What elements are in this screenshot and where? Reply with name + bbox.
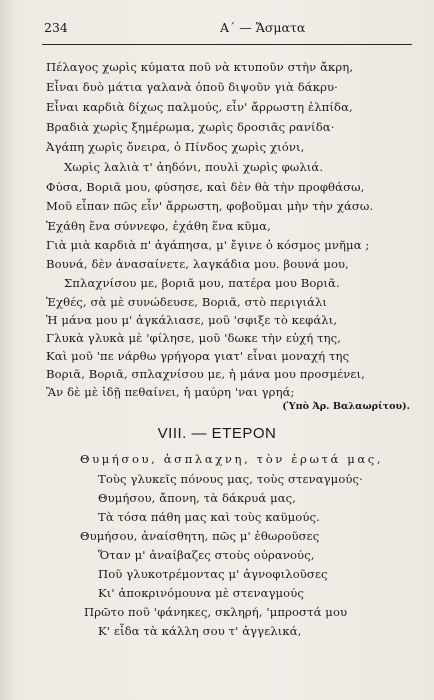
verse-line: Ὅταν μ' ἀναίβαζες στοὺς οὐρανούς, [98,548,315,562]
verse-line: Ἂν δὲ μὲ ἰδῇ πεθαίνει, ἡ μαύρη 'ναι γρηά; [46,385,295,399]
verse-line: Βουνά, δὲν ἀνασαίνετε, λαγκάδια μου. βουνά μου, [46,257,349,271]
verse-line: Καὶ μοῦ 'πε νάρθω γρήγορα γιατ' εἶναι μοναχή της [46,349,350,363]
verse-line: Χωρὶς λαλιὰ τ' ἀηδόνι, πουλὶ χωρὶς φωλιά. [64,160,324,174]
verse-line: Τὰ τόσα πάθη μας καὶ τοὺς καϋμούς. [98,510,320,524]
verse-line: Βοριᾶ, Βοριᾶ, σπλαχνίσου με, ἡ μάνα μου προσμένει, [46,367,365,381]
verse-line: Εἶναι καρδιὰ δίχως παλμούς, εἶν' ἄρρωστη ἐλπίδα, [46,100,353,114]
verse-line: Μοῦ εἶπαν πῶς εἶν' ἄρρωστη, φοβοῦμαι μὴν τὴν χάσω. [46,199,374,213]
running-title: Α΄ — Ἄσματα [220,20,306,35]
verse-line: Γλυκὰ γλυκὰ μὲ 'φίλησε, μοῦ 'δωκε τὴν εὐχή της, [46,331,342,345]
verse-line: Φύσα, Βοριᾶ μου, φύσησε, καὶ δὲν θὰ τὴν προφθάσω, [46,180,365,194]
verse-line: Κ' εἶδα τὰ κάλλη σου τ' ἀγγελικά, [98,624,302,638]
verse-line: Ἐχθές, σὰ μὲ συνώδευσε, Βοριᾶ, στὸ περιγιάλι [46,295,328,309]
verse-line: Σπλαχνίσου με, βοριᾶ μου, πατέρα μου Βοριᾶ. [64,276,340,290]
verse-line: Πέλαγος χωρὶς κύματα ποῦ νὰ κτυποῦν στὴν ἄκρη, [46,60,354,74]
page-header [44,20,410,36]
page-number: 234 [44,20,68,35]
poem-attribution: (Ὑπὸ Ἀρ. Βαλαωρίτου). [282,401,410,412]
verse-line: Θυμήσου, ἀναίσθητη, πῶς μ' ἐθωροῦσες [80,529,320,543]
verse-line: Ἀγάπη χωρὶς ὄνειρα, ὁ Πίνδος χωρὶς χιόνι, [46,140,305,154]
verse-line: Βραδιὰ χωρὶς ξημέρωμα, χωρὶς δροσιᾶς ρανίδα· [46,120,335,134]
verse-line: Εἶναι δυὸ μάτια γαλανὰ ὁποῦ διψοῦν γιὰ δάκρυ· [46,80,338,94]
verse-line: Ἐχάθη ἕνα σύννεφο, ἐχάθη ἕνα κῦμα, [46,219,271,233]
verse-line: Τοὺς γλυκεῖς πόνους μας, τοὺς στεναγμούς· [98,472,363,486]
verse-line: Γιὰ μιὰ καρδιὰ π' ἀγάπησα, μ' ἔγινε ὁ κόσμος μνῆμα ; [46,238,370,252]
verse-line: Ἡ μάνα μου μ' ἀγκάλιασε, μοῦ 'σφιξε τὸ κεφάλι, [46,313,338,327]
verse-line: Θυμήσου, ἀσπλαχνη, τὸν ἐρωτά μας, [80,452,384,466]
verse-line: Ποῦ γλυκοτρέμοντας μ' ἀγνοφιλοῦσες [98,567,328,581]
verse-line: Πρῶτο ποῦ 'φάνηκες, σκληρή, 'μπροστά μου [84,605,348,619]
verse-line: Θυμήσου, ἄπονη, τὰ δάκρυά μας, [98,491,297,505]
verse-line: Κι' ἀποκρινόμουνα μὲ στεναγμούς [98,586,305,600]
section-title: VIII. — ΕΤΕΡΟΝ [157,425,277,442]
header-rule [42,44,412,45]
